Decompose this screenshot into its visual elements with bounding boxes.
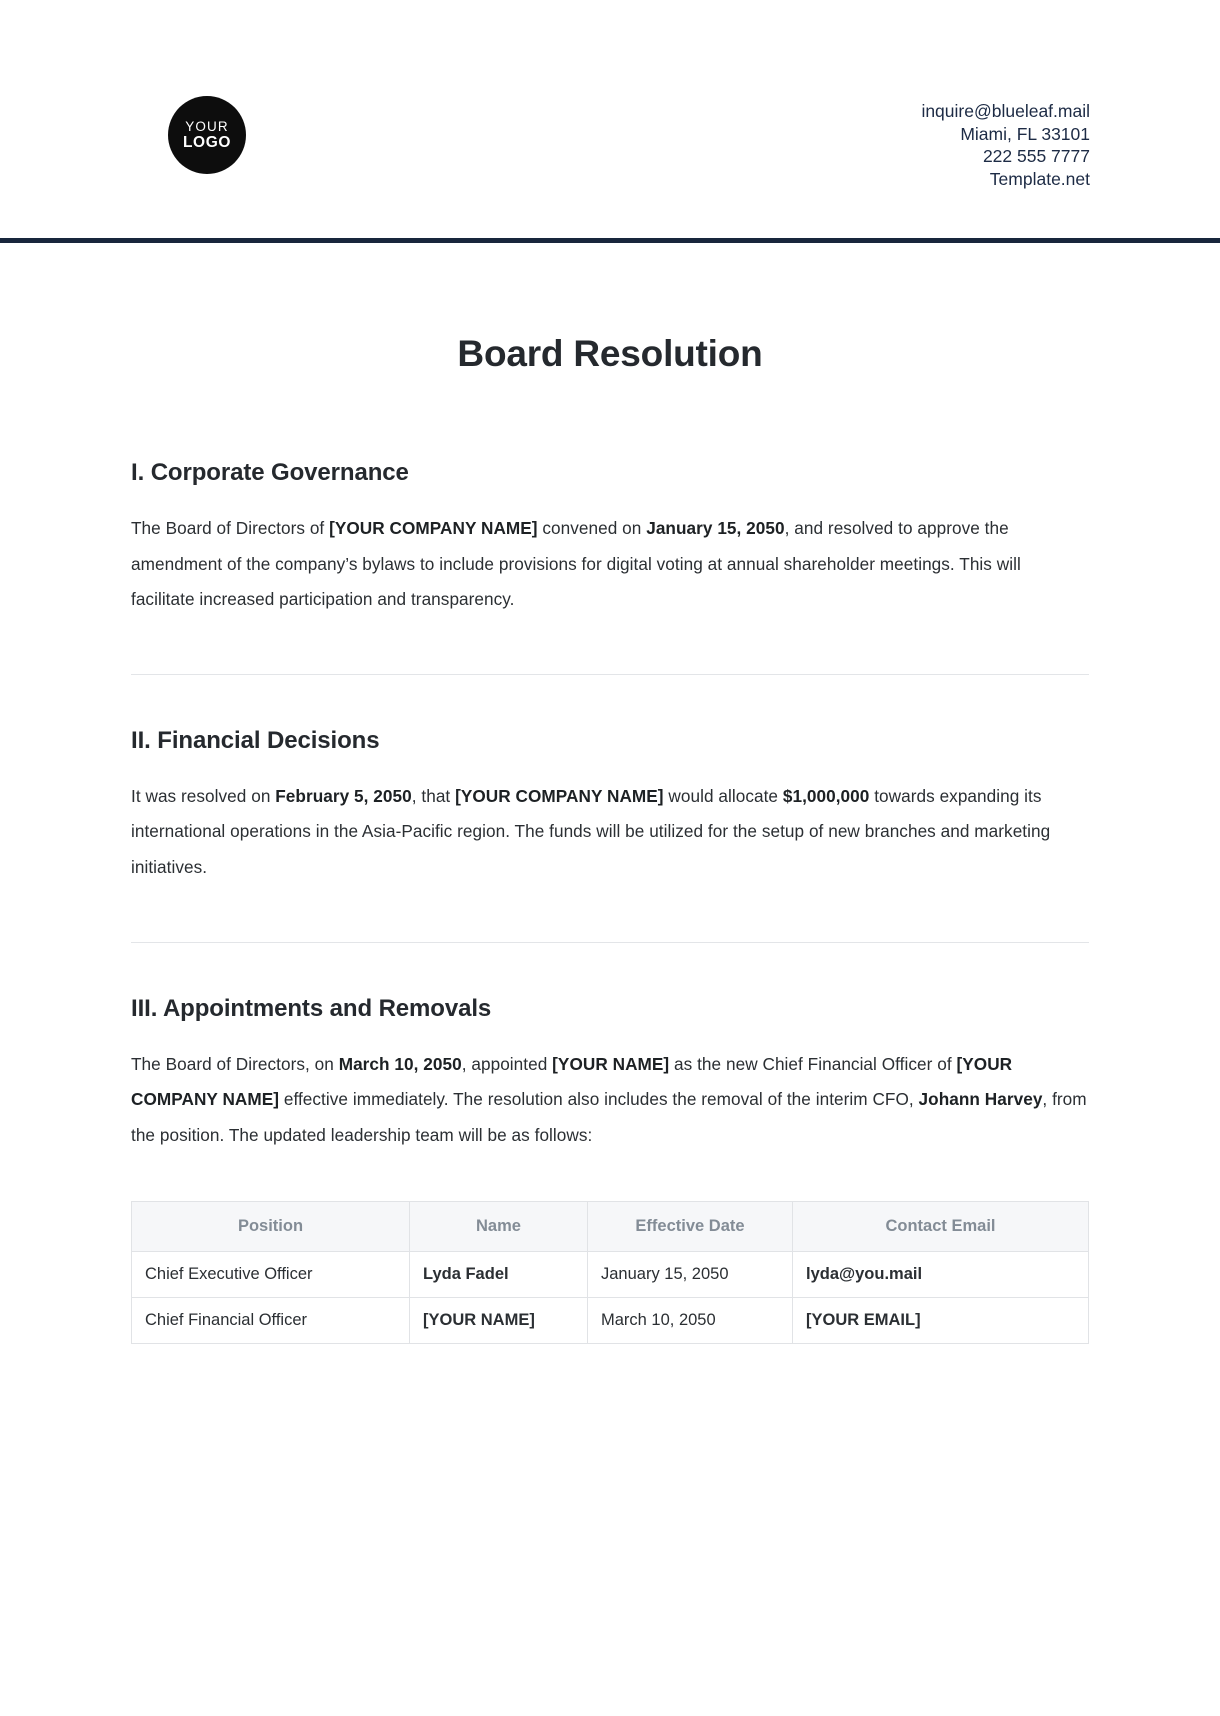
section-heading: III. Appointments and Removals [131, 994, 492, 1022]
section-heading: I. Corporate Governance [131, 459, 409, 486]
leadership-table [131, 1201, 1089, 1344]
table-body [132, 1252, 1089, 1344]
column-header-contact-email: Contact Email [793, 1202, 1089, 1252]
section-appointments-removals [131, 995, 1089, 1345]
section-financial-decisions [131, 727, 1089, 886]
cell-name: [YOUR NAME] [410, 1298, 588, 1344]
table-header [132, 1202, 1089, 1252]
contact-phone: 222 555 7777 [982, 146, 1090, 166]
section-heading: II. Financial Decisions [131, 726, 380, 754]
table-row [132, 1298, 1089, 1344]
section-divider [131, 674, 1089, 675]
section-paragraph: It was resolved on February 5, 2050, that [YOUR COMPANY NAME] would allocate $1,000,000 towards expanding its international operations in the Asia-Pacific region. The funds will be utilized for the setup of new branches and marketing initiatives. [131, 785, 1051, 877]
document-body [0, 459, 1220, 1344]
section-paragraph: The Board of Directors, on March 10, 2050, appointed [YOUR NAME] as the new Chief Financial Officer of [YOUR COMPANY NAME] effective immediately. The resolution also includes the removal of the interim CFO, Johann Harvey, from the position. The updated leadership team will be as follows: [131, 1053, 1087, 1145]
contact-block [921, 96, 1090, 190]
section-paragraph: The Board of Directors of [YOUR COMPANY NAME] convened on January 15, 2050, and resolved to approve the amendment of the company’s bylaws to include provisions for digital voting at annual shareholder meetings. This will facilitate increased participation and transparency. [131, 518, 1021, 610]
section-corporate-governance [131, 459, 1089, 618]
contact-website: Template.net [989, 168, 1090, 189]
logo-line-your: YOUR [185, 119, 229, 134]
cell-effective-date: March 10, 2050 [588, 1298, 793, 1344]
header-divider-rule [0, 238, 1220, 243]
logo-line-logo: LOGO [182, 134, 232, 151]
table-header-row [132, 1202, 1089, 1252]
cell-contact-email: lyda@you.mail [793, 1252, 1089, 1298]
table-row [132, 1252, 1089, 1298]
cell-position: Chief Executive Officer [132, 1252, 410, 1298]
cell-contact-email: [YOUR EMAIL] [793, 1298, 1089, 1344]
cell-position: Chief Financial Officer [132, 1298, 410, 1344]
cell-name: Lyda Fadel [410, 1252, 588, 1298]
document-header [0, 0, 1220, 190]
contact-email: inquire@blueleaf.mail [921, 101, 1090, 121]
column-header-position: Position [132, 1202, 410, 1252]
cell-effective-date: January 15, 2050 [588, 1252, 793, 1298]
page-title: Board Resolution [457, 333, 763, 374]
column-header-name: Name [410, 1202, 588, 1252]
contact-address: Miami, FL 33101 [960, 123, 1090, 144]
section-divider [131, 942, 1089, 943]
column-header-effective-date: Effective Date [588, 1202, 793, 1252]
company-logo [168, 96, 246, 174]
